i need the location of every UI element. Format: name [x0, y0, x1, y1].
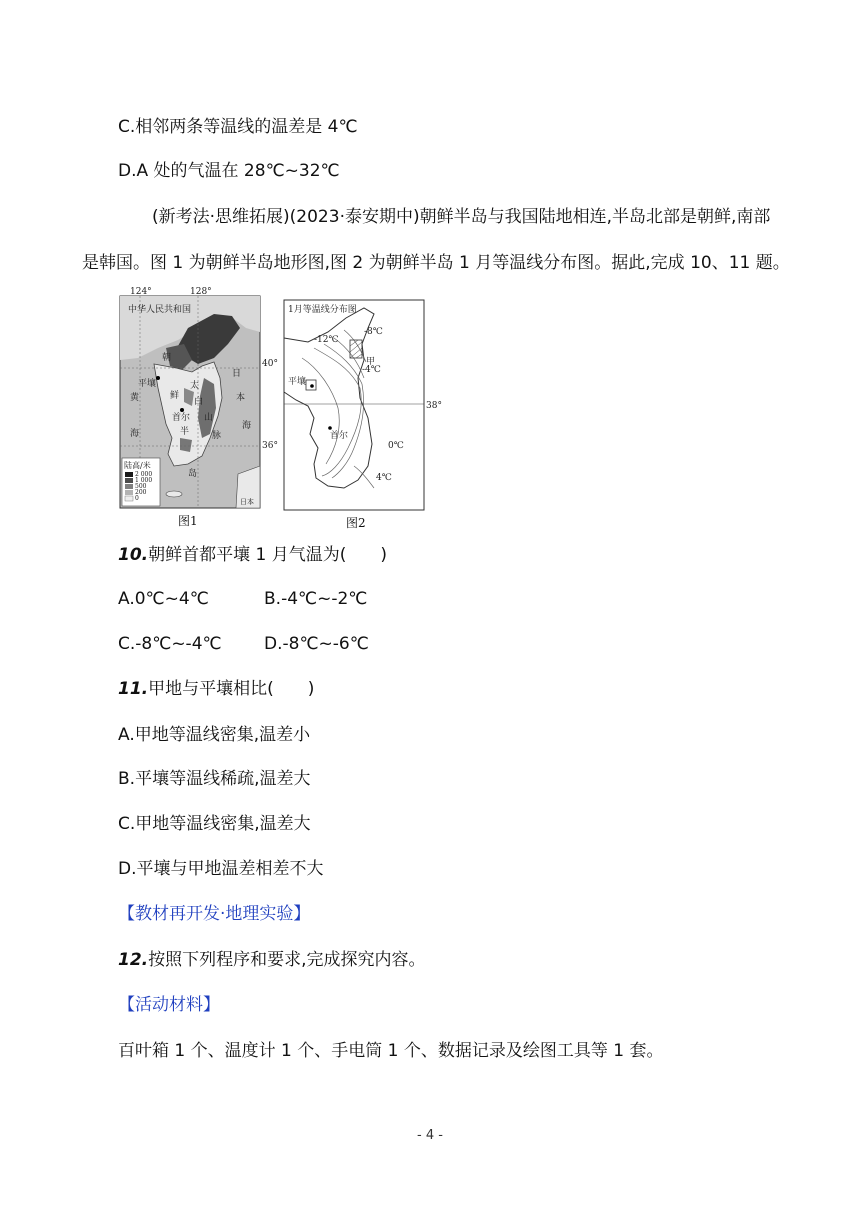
- figure1-caption: 图1: [178, 514, 198, 528]
- fig2-iso-0: 0℃: [388, 441, 404, 451]
- q10-option-b: B.-4℃~-2℃: [264, 589, 368, 609]
- fig1-taebaek-char-1: 太: [190, 381, 200, 391]
- fig1-korea-char-2: 鲜: [170, 391, 180, 401]
- fig1-korea-char-4: 岛: [188, 469, 198, 479]
- fig1-japan-sea-3: 海: [242, 421, 252, 431]
- fig1-legend-200: 200: [135, 489, 147, 496]
- fig1-lat-40: 40°: [262, 359, 278, 369]
- intro-line-2: 是韩国。图 1 为朝鲜半岛地形图,图 2 为朝鲜半岛 1 月等温线分布图。据此,完成 10、11 题。: [82, 253, 790, 273]
- fig1-lat-36: 36°: [262, 441, 278, 451]
- fig1-legend-0: 0: [135, 495, 139, 502]
- intro-line-1: (新考法·思维拓展)(2023·泰安期中)朝鲜半岛与我国陆地相连,半岛北部是朝鲜,南部: [152, 207, 771, 227]
- section-heading: 【教材再开发·地理实验】: [118, 904, 311, 924]
- fig1-lon-128: 128°: [190, 287, 212, 297]
- q10-number: 10.: [118, 545, 149, 565]
- map-figures-svg: [118, 287, 442, 528]
- q11-option-a: A.甲地等温线密集,温差小: [118, 725, 311, 745]
- q12-number: 12.: [118, 950, 149, 970]
- q11-option-d: D.平壤与甲地温差相差不大: [118, 859, 324, 879]
- fig2-jia-label: 甲: [366, 357, 376, 367]
- q11-option-c: C.甲地等温线密集,温差大: [118, 814, 311, 834]
- fig1-legend: [122, 458, 160, 506]
- fig1-seoul-label: 首尔: [172, 413, 191, 423]
- fig2-iso-4: 4℃: [376, 473, 392, 483]
- fig1-korea-char-1: 朝: [162, 353, 172, 363]
- q11-option-b: B.平壤等温线稀疏,温差大: [118, 769, 311, 789]
- figure2-isotherm-map: [284, 300, 442, 510]
- map-figures: [118, 287, 442, 530]
- fig1-legend-500: 500: [135, 483, 147, 490]
- fig2-pyongyang-label: 平壤: [288, 377, 307, 387]
- q11-number: 11.: [118, 679, 149, 699]
- fig2-lat-38: 38°: [426, 401, 442, 411]
- fig1-japan-sea-1: 日: [232, 369, 242, 379]
- fig1-taebaek-char-2: 白: [194, 397, 204, 407]
- fig1-korea-char-3: 半: [180, 427, 190, 437]
- fig2-iso-minus8: -8℃: [364, 327, 383, 337]
- fig1-legend-1000: 1 000: [135, 477, 153, 484]
- fig2-iso-minus12: -12℃: [314, 335, 339, 345]
- q11-stem: [118, 678, 314, 700]
- q10-option-c: C.-8℃~-4℃: [118, 634, 222, 654]
- q9-option-d: D.A 处的气温在 28℃~32℃: [118, 161, 340, 181]
- fig1-taebaek-char-3: 山: [204, 413, 214, 423]
- fig1-taebaek-char-4: 脉: [212, 431, 222, 441]
- page-number: - 4 -: [417, 1128, 443, 1143]
- fig1-japan-sea-2: 本: [236, 393, 246, 403]
- q9-option-c: C.相邻两条等温线的温差是 4℃: [118, 117, 358, 137]
- fig1-china-label: 中华人民共和国: [128, 305, 192, 315]
- fig1-pyongyang-label: 平壤: [138, 379, 157, 389]
- fig1-yellow-sea-2: 海: [130, 429, 140, 439]
- figure1-terrain-map: [120, 287, 278, 508]
- material-heading: 【活动材料】: [118, 995, 220, 1015]
- fig1-japan-label: 日本: [240, 498, 254, 506]
- material-text: 百叶箱 1 个、温度计 1 个、手电筒 1 个、数据记录及绘图工具等 1 套。: [118, 1041, 664, 1061]
- fig1-lon-124: 124°: [130, 287, 152, 297]
- fig1-yellow-sea-1: 黄: [130, 393, 140, 403]
- q11-stem-text: 甲地与平壤相比( ): [148, 679, 315, 699]
- q12-stem: [118, 949, 426, 971]
- fig2-seoul-label: 首尔: [330, 431, 349, 441]
- fig2-title: 1月等温线分布图: [288, 305, 357, 315]
- q10-option-a: A.0℃~4℃: [118, 589, 209, 609]
- q10-option-d: D.-8℃~-6℃: [264, 634, 369, 654]
- q10-stem: [118, 544, 387, 566]
- fig1-legend-2000: 2 000: [135, 471, 153, 478]
- fig2-iso-minus4: -4℃: [362, 365, 381, 375]
- q12-stem-text: 按照下列程序和要求,完成探究内容。: [148, 950, 426, 970]
- figure2-caption: 图2: [346, 516, 366, 530]
- q10-stem-text: 朝鲜首都平壤 1 月气温为( ): [148, 545, 388, 565]
- fig1-legend-title: 陆高/米: [124, 461, 151, 470]
